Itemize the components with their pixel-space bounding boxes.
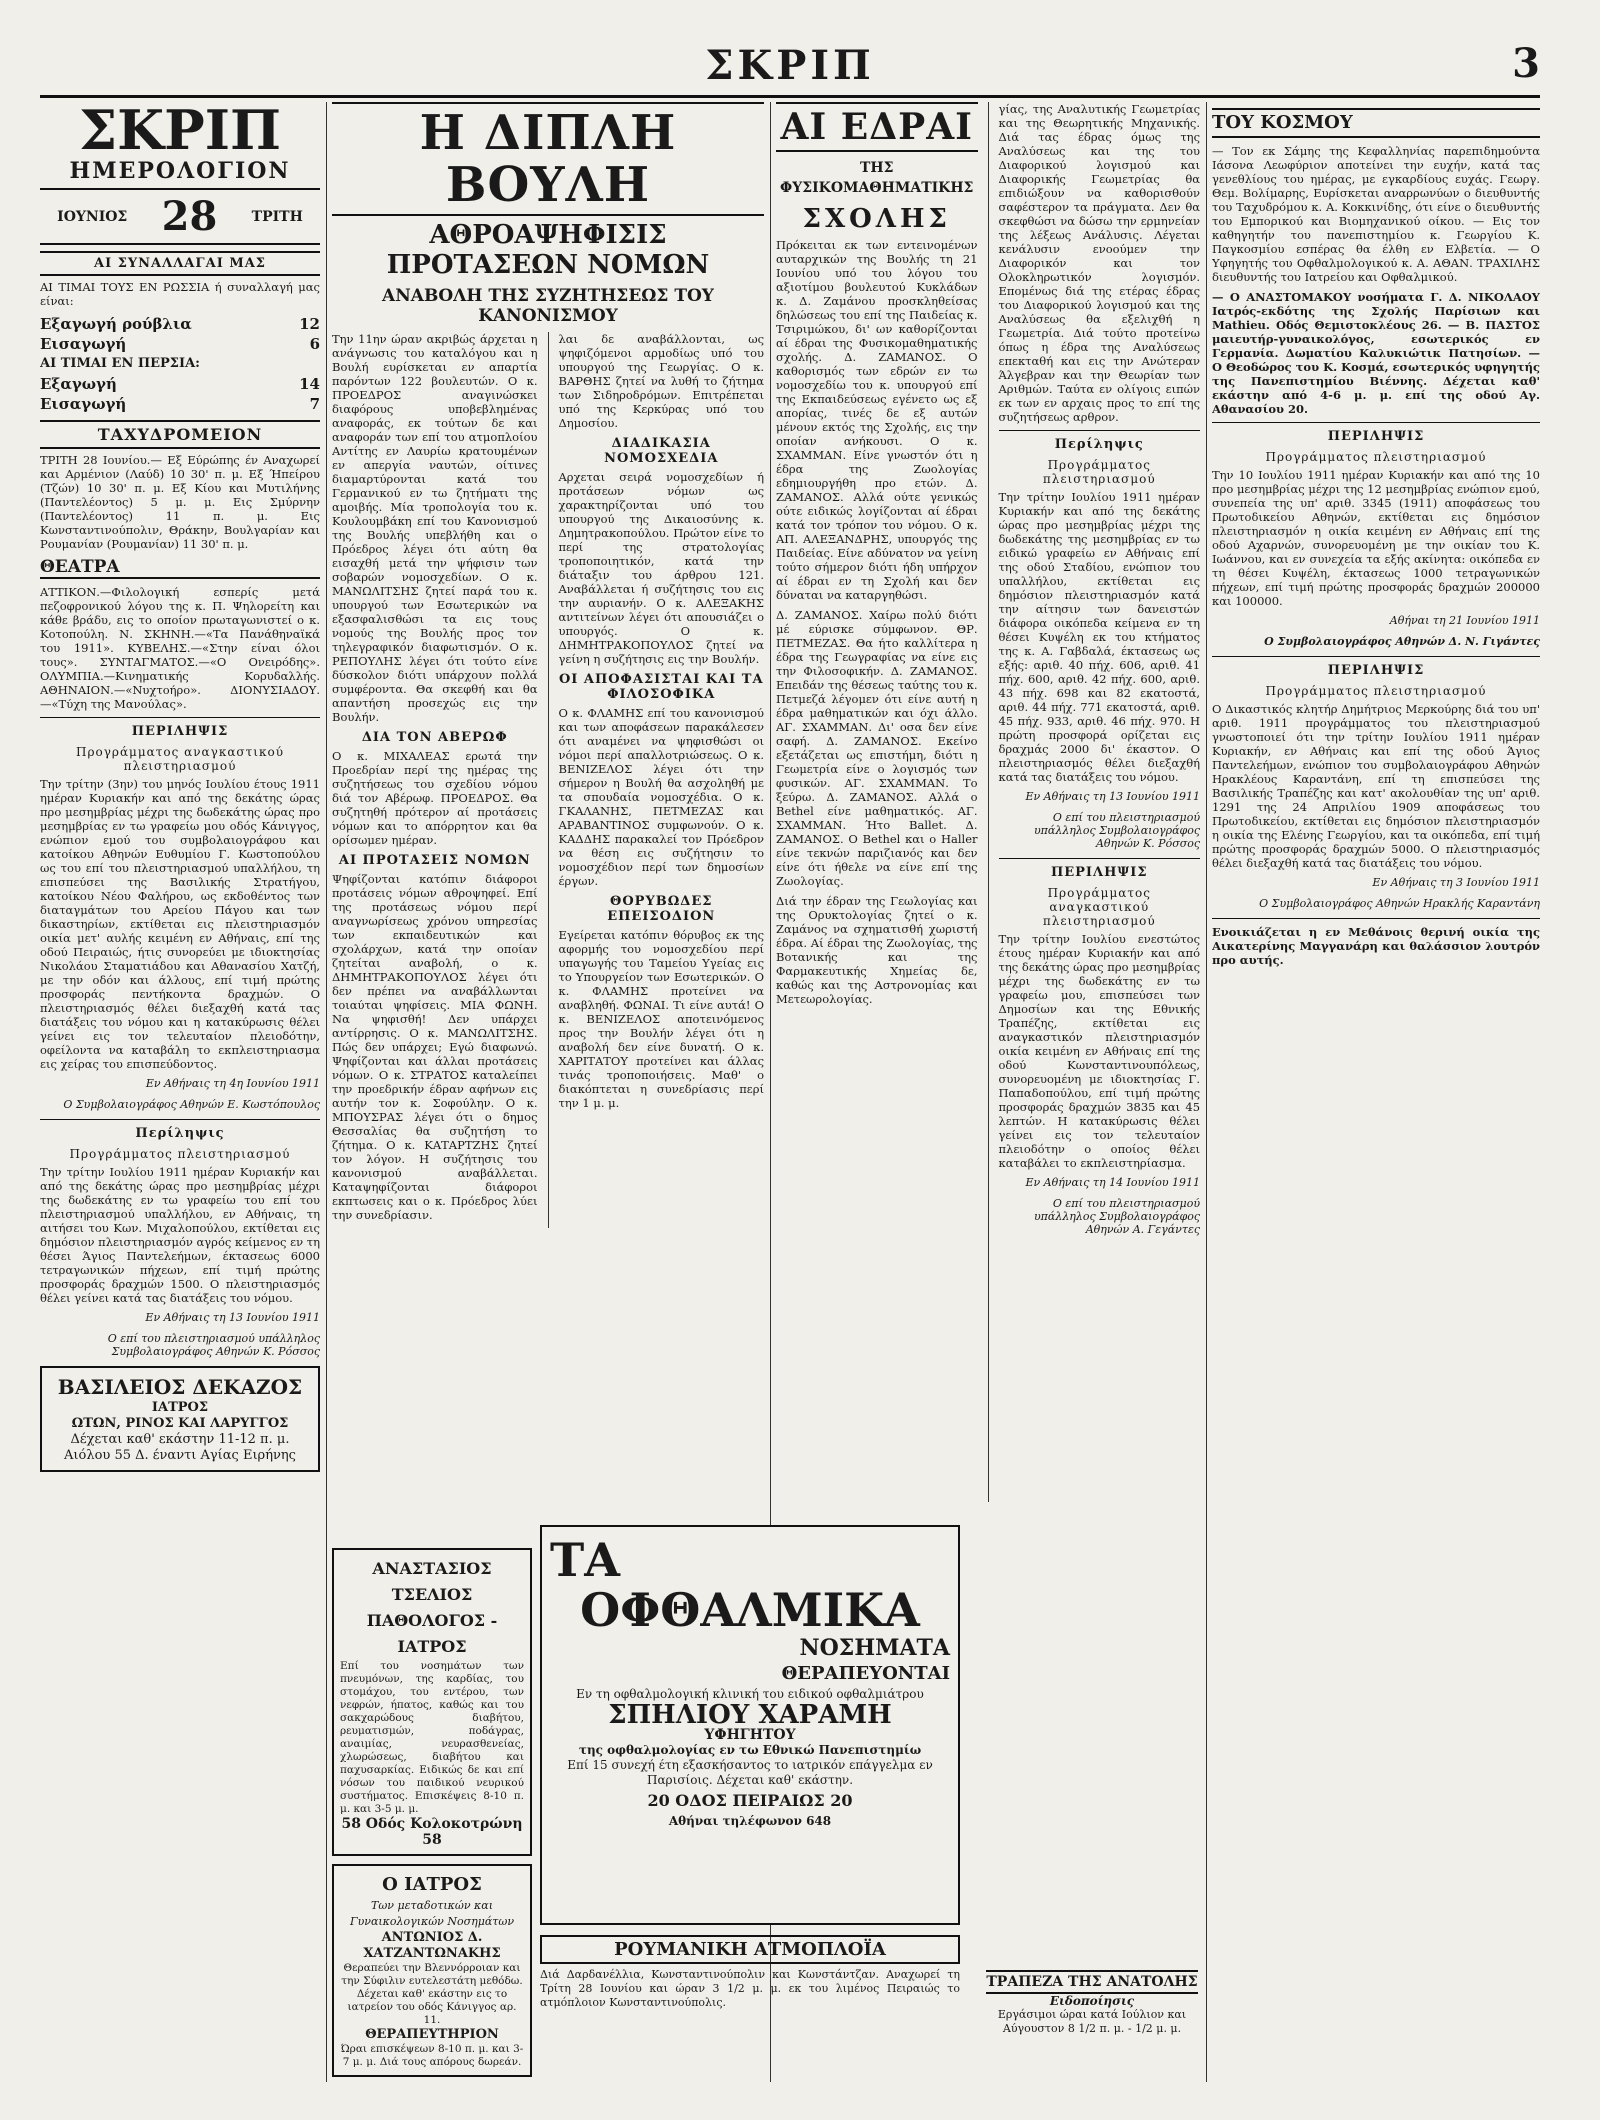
rate-label: Εισαγωγή	[40, 395, 127, 413]
column-3-right	[999, 102, 1201, 1502]
column-3-split	[776, 102, 1200, 1502]
subheadline-school: ΣΧΟΛΗΣ	[802, 204, 951, 234]
kosmos-heading: ΤΟΥ ΚΟΣΜΟΥ	[1212, 108, 1540, 138]
article-text-b: Ο κ. ΜΙΧΑΛΕΑΣ ερωτά την Προεδρίαν περί της ημέρας της συζητήσεως του σχεδίου νόμου διά τον Αβέρωφ. ΠΡΟΕΔΡΟΣ. Θα συζητηθή πρότερον αί προτάσεις νόμων και το απόρρητον και θα ορίσωμεν ημέραν.	[332, 749, 538, 847]
column-3	[776, 102, 1200, 1512]
col3-peril-signoff: Ο επί του πλειστηριασμού υπάλληλος Συμβολαιογράφος Αθηνών Κ. Ρόσσος	[1034, 811, 1200, 850]
peril1-signoff: Ο Συμβολαιογράφος Αθηνών Ε. Κωστόπουλος	[63, 1098, 320, 1111]
mid-ads-left	[332, 1540, 532, 2085]
kosmos-text-b: — Ο ΑΝΑΣΤΟΜΑΚΟΥ νοσήματα Γ. Δ. ΝΙΚΟΛΑΟΥ Ιατρός-εκδότης της Σχολής Παρίσιων και Mathieu. Οδός Θεμιστοκλέους 26. — Β. ΠΑΣΤΟΣ μαιευτήρ-γυναικολόγος, εσωτερικός εν Γερμανία. Δωματίου Καλυκιώτικ Πατησίων. — Ο Θεοδώρος του Κ. Κοσμά, εσωτερικός υφηγητής της Πανεπιστημίου Βιέννης. Δέχεται καθ' εκάστην από 4-6 μ. μ. επί της οδού Αγ. Αθανασίου 20.	[1212, 290, 1540, 416]
column-4	[1212, 102, 1540, 2082]
col4-peril-signoff: Ο Συμβολαιογράφος Αθηνών Δ. Ν. Γιγάντες	[1264, 635, 1540, 648]
rate-label: Εξαγωγή	[40, 375, 117, 393]
ophth-title-4: ΘΕΡΑΠΕΥΟΝΤΑΙ	[781, 1663, 950, 1684]
edrai-text-d: γίας, της Αναλυτικής Γεωμετρίας και της Θεωρητικής Μηχανικής. Διά τας έδρας όμως της Αναλύσεως και της του Διαφορικού λογισμού και Διαφορικής Γεωμετρίας θα επιδιώξουν να καθορισθούν σαφέστερον τα πράγματα. Δεν θα σκεφθώσι να δώσω την ερμηνείαν της λέξεως Ανάλυσις. Λέγεται κενάλυσιν ενοούμεν την Διαφορικόν και τον Ολοκληρωτικόν λογισμόν. Επομένως διά της ετέρας έδρας του Διαφορικού λογισμού και της Αναλύσεως θα εξελιχθή η Γεωμετρία. Διά τούτο προτείνω όπως η έδρα της Αναλύσεως επεκταθή και εις την Ανώτεραν Άλγεβραν και την Θεωρίαν των Αριθμών. Ταύτα εν ολίγοις ειπών εκ των εν αρχαις προς το επί της συζητήσεως αρθρον.	[998, 102, 1200, 424]
bottom-notice: Ενοικιάζεται η εν Μεθάνοις θερινή οικία της Αικατερίνης Μαγγανάρη και θαλάσσιον λουτρόν προ αυτής.	[1212, 925, 1540, 967]
ophth-phone: Αθήναι τηλέφωνον 648	[668, 1814, 832, 1828]
rate-row	[40, 394, 320, 414]
sub-proposals: ΑΙ ΠΡΟΤΑΣΕΙΣ ΝΟΜΩΝ	[338, 853, 531, 868]
section-rule	[1212, 656, 1540, 657]
theatre-text: ΑΤΤΙΚΟΝ.—Φιλολογική εσπερίς μετά πεζοφρονικού λόγου της κ. Π. Ψηλορείτη και κάθε βράδυ, εις το οποίον πρωταγωνιστεί ο κ. Κοτοπούλη. Ν. ΣΚΗΝΗ.—«Τα Πανάθηναϊκά του 1911». ΚΥΒΕΛΗΣ.—«Στην είναι όλοι τους». ΣΥΝΤΑΓΜΑΤΟΣ.—«Ο Ονειρόδης». ΟΛΥΜΠΙΑ.—Κινηματικής Κορυδαλλής. ΑΘΗΝΑΙΟΝ.—«Νυχτοήρο». ΔΙΟΝΥΣΙΑΔΟΥ.—«Τύχη της Μανούλας».	[40, 585, 320, 711]
sub-averof: ΔΙΑ ΤΟΝ ΑΒΕΡΩΦ	[361, 730, 508, 745]
article-text-g: Εγείρεται κατόπιν θόρυβος εκ της αφορμής του νομοσχεδίου περί υπαγωγής του Ταμείου Υγείας εις το Υπουργείον των Εσωτερικών. Ο κ. ΦΛΑΜΗΣ προτείνει να αναβληθή. ΦΩΝΑΙ. Τι είνε αυτά! Ο κ. ΒΕΝΙΖΕΛΟΣ αποτεινόμενος προς την Βουλήν λέγει ότι η αναβολή δεν είνε δυνατή. Ο κ. ΧΑΡΙΤΑΤΟΥ προτείνει και άλλας τινάς τροποποιήσεις. Μαθ' ο διακόπτεται η συνεδρίασις περί την 1 μ. μ.	[558, 928, 764, 1110]
column-rule	[1206, 102, 1207, 2082]
masthead	[40, 40, 1540, 98]
col4-peril-subheading: Προγράμματος πλειστηριασμού	[1265, 450, 1487, 464]
post-text: ΤΡΙΤΗ 28 Ιουνίου.— Εξ Εύρώπης έν Αναχωρεί και Αρμένιον (Λαύδ) 10 30' π. μ. Εξ Ήπείρου (Τζών) 10 30' π. μ. Εξ Κίου και Μυτιλήνης (Παντελέοντος) 5 μ. μ. Εις Σμύρνην (Παντελέοντος) 11 π. μ. Εις Κωνσταντινούπολιν, Θράκην, Βουλγαρίαν και Ρουμανίαν (Ρουμανίαν) 11 30' π. μ.	[40, 453, 320, 551]
article-text-c: Ψηφίζονται κατόπιν διάφοροι προτάσεις νόμων αθροψηφεί. Επί της προτάσεως νόμου περί αναγνωρίσεως χρόνου υπηρεσίας των εκπαιδευτικών και σχολάρχων, κατά την οποίαν ζητείται αναβολή, ο κ. ΔΗΜΗΤΡΑΚΟΠΟΥΛΟΣ λέγει ότι δεν πρέπει να αναβάλλωνται τοιαύται ψηφίσεις. ΜΙΑ ΦΩΝΗ. Να ψηφισθή! Δεν υπάρχει αντίρρησις. Ο κ. ΜΑΝΩΛΙΤΣΗΣ. Πώς δεν υπάρχει; Εγώ διαφωνώ. Ψηφίζονται και άλλαι προτάσεις νόμων. Ο κ. ΣΤΡΑΤΟΣ καταλείπει την προεδρικήν έδραν αφήνων εις αυτήν τον κ. Σοφούλην. Ο κ. ΜΠΟΥΣΡΑΣ λέγει ότι ο δημος Θεσσαλίας θα συζητήση το ζήτημα. Ο κ. ΚΑΤΑΡΤΖΗΣ ζητεί τον λόγον. Η συζήτησις του κανονισμού αναβάλλεται. Καταψηφίζονται διάφοροι εκπτωσεις και ο κ. Πρόεδρος λύει την συνεδρίασιν.	[332, 872, 538, 1222]
col3-peril-heading: Περίληψις	[1054, 437, 1144, 452]
article-text-f: Ο κ. ΦΛΑΜΗΣ επί του κανονισμού και των αποφάσεων παρακάλεσεν ότι αναμένει να ψηφισθώσι οι νόμοι περί απαλλοτριώσεως. Ο κ. ΒΕΝΙΖΕΛΟΣ λέγει ότι την σήμερον η Βουλή θα ασχοληθή με τα σπουδαία νομοσχέδια. Ο κ. ΓΚΑΛΑΝΗΣ, ΠΕΤΜΕΖΑΣ και ΑΡΑΒΑΝΤΙΝΟΣ συμφωνούν. Ο κ. ΚΑΔΔΗΣ παρακαλεί τον Πρόεδρον να θέση εις συζήτησιν το νομοσχέδιον περί των δημοσίων έργων.	[558, 706, 764, 888]
tselios-ad	[332, 1548, 532, 1856]
column-3-left	[776, 102, 978, 1502]
col3-peril-text: Την τρίτην Ιουλίου 1911 ημέραν Κυριακήν και από της δεκάτης ώρας προ μεσημβρίας μέχρι της δωδεκάτης της μεσημβρίας εν τω ειδικώ γραφείω εν Αθήναις επί της οδού Σταδίου, ενώπιον του υπαλλήλου, εκτίθεται εις δημόσιον πλειστηριασμόν κατά την αίτησιν των δανειστών διάφορα οικόπεδα κείμενα εν τη θέσει Κυψέλη εκ του κτήματος της κ. Α. Γαβδαλά, έκτασεως ως εξής: αριθ. 40 πήχ. 606, αριθ. 41 πήχ. 600, αριθ. 42 πήχ. 600, αριθ. 43 πήχ. 698 και 82 εκατοστά, αριθ. 44 πήχ. 771 εκατοστά, αριθ. 45 πήχ. 933, αριθ. 46 πήχ. 970. Η πρώτη προσφορά ορίζεται εις δραχμάς 2000 δι' έκαστον. Ο πλειστηριασμός θέλει διεξαχθή κατά τας διατάξεις του νόμου.	[998, 490, 1200, 784]
iatros-label: Ο ΙΑΤΡΟΣ	[382, 1874, 482, 1895]
ophthalmic-ad	[540, 1525, 960, 1925]
col4-peril2-text: Ο Δικαστικός κλητήρ Δημήτριος Μερκούρης διά του υπ' αριθ. 1911 προγράμματος του πλειστηριασμού γνωστοποιεί ότι την τρίτην Ιουλίου 1911 ημέραν Κυριακήν, εν Αθήναις και επί της οδού Άγιος Παντελεήμων, ενώπιον του συμβολαιογράφου Αθηνών Ηρακλέους Καραντάνη, επί τη επισπεύσει της Βασιλικής Τραπέζης και κατ' ακολουθίαν της υπ' αριθ. 1291 της 24 Απριλίου 1909 αποφάσεως του Πρωτοδικείου, εκτίθεται εις δημόσιον πλειστηριασμόν η οικία της Ελένης Γεωργίου, και τα οικόπεδα, επί τιμή πρώτης προσφοράς δραχμών 5000. Ο πλειστηριασμός θέλει διεξαχθή κατά τας διατάξεις του νόμου.	[1212, 702, 1540, 870]
page-number: 3	[1512, 40, 1540, 87]
col4-peril-heading: ΠΕΡΙΛΗΨΙΣ	[1327, 429, 1425, 444]
section-rule	[40, 1119, 320, 1120]
tselios-text: Επί του νοσημάτων των πνευμόνων, της καρδίας, του στομάχου, του εντέρου, των νεφρών, ήπατος, καθώς και του σακχαρώδους διαβήτου, ρευματισμών, ποδάγρας, αναιμίας, νευρασθενείας, χλωρώσεως, διαβήτου και παχυσαρκίας. Ειδικώς δε και επί νόσων του παιδικού νευρικού συστήματος. Επισκέψεις 8-10 π. μ. και 3-5 μ. μ.	[340, 1660, 524, 1815]
kosmos-text-a: — Τον εκ Σάμης της Κεφαλληνίας παρεπιδημούντα Ιάσονα Λεωφύριον αποτείνει την ευχήν, κατά τας γενεθλίους του ημέρας, με εγκαρδίους ευχάς. Γεωργ. Θεμ. Βολίμαρης, Ευρίσκεται αναρρωνύων ο διευθυντής του Ταχυδρόμου κ. Α. Κοκκινίδης, ότι είνε ο διευθυντής του Εμπορικού και Βιομηχανικού οίκου. — Εις τον καθηγητήν του πανεπιστημίου κ. Γεωργίου Κ. Παγκοσμίου εσπέρας θα έλθη εν Ελβετία. — Ο Υφηγητής του Οφθαλμολογικού κ. Α. ΑΘΑΝ. ΤΡΑΧΙΛΗΣ διευθυντής του Ιατρείου και Οφθαλμικού.	[1212, 144, 1540, 284]
perilipsis2-signoff: Ο επί του πλειστηριασμού υπάλληλος Συμβολαιογράφος Αθηνών Κ. Ρόσσος	[107, 1332, 320, 1358]
col4-peril2-heading: ΠΕΡΙΛΗΨΙΣ	[1327, 663, 1425, 678]
calendar-weekday: ΤΡΙΤΗ	[251, 208, 303, 225]
tselios-address: 58 Οδός Κολοκοτρώνη 58	[341, 1816, 523, 1848]
section-rule	[999, 858, 1201, 859]
calendar-label: ΗΜΕΡΟΛΟΓΙΟΝ	[69, 158, 291, 184]
rates-intro: ΑΙ ΤΙΜΑΙ ΤΟΥΣ ΕΝ ΡΩΣΣΙΑ ή συναλλαγή μας είναι:	[40, 280, 320, 308]
perilipsis2-subheading: Προγράμματος πλειστηριασμού	[69, 1147, 291, 1161]
ophth-title-3: ΝΟΣΗΜΑΤΑ	[799, 1635, 950, 1661]
col4-peril2-date: Εν Αθήναις τη 3 Ιουνίου 1911	[1372, 876, 1540, 889]
headline-edrai: ΑΙ ΕΔΡΑΙ	[776, 102, 978, 152]
headline-diple-vouli: Η ΔΙΠΛΗ ΒΟΥΛΗ	[332, 102, 764, 216]
subheadline-physics: ΤΗΣ ΦΥΣΙΚΟΜΑΘΗΜΑΤΙΚΗΣ	[780, 160, 974, 196]
therap-text: Ώραι επισκέψεων 8-10 π. μ. και 3-7 μ. μ. Διά τους απόρους δωρεάν.	[340, 2043, 524, 2068]
calendar-logo: ΣΚΡΙΠ	[79, 102, 281, 162]
section-rule	[40, 717, 320, 718]
subheadline-postponement: ΑΝΑΒΟΛΗ ΤΗΣ ΣΥΖΗΤΗΣΕΩΣ ΤΟΥ ΚΑΝΟΝΙΣΜΟΥ	[382, 286, 714, 326]
bank-text: Εργάσιμοι ώραι κατά Ιούλιον και Αύγουστον 8 1/2 π. μ. - 1/2 μ. μ.	[997, 2008, 1187, 2035]
calendar-day-number: 28	[161, 193, 218, 240]
article-text-a: Την 11ην ώραν ακριβώς άρχεται η ανάγνωσις του καταλόγου και η Βουλή ευρίσκεται εν απαρτία παρόντων 122 βουλευτών. Ο κ. ΠΡΟΕΔΡΟΣ αναγινώσκει διαφόρους υποβεβλημένας αναφοράς, εκ τούτων δε και αναφοράν των επί του ατμοπλοίου Αντίτης εν Λαυρίω κρατουμένων εν απεργία ναυτών, οίτινες διαμαρτύρονται κατά του Γερμανικού εν τω ζητήματι της αμοιβής. Μία τροπολογία του κ. Κουλουμβάκη επί του Κανονισμού της Βουλής υπεβλήθη και ο Πρόεδρος λέγει ότι αύτη θα εισαχθή μετά την ψήφισιν των σοβαρών νομοσχεδίων. Ο κ. ΜΑΝΩΛΙΤΣΗΣ ζητεί παρά του κ. υπουργού των Εσωτερικών να εξασφαλισθώσι τα εις τους νομούς της Βουλής προς τον τηλεγραφικόν διαφωτισμόν. Ο κ. ΡΕΠΟΥΛΗΣ λέγει ότι τούτο είνε δύσκολον διότι υπάρχουν πολλά συμφέροντα. Θα σκεφθή και θα απαντήση προσεχώς εις την Βουλήν.	[332, 332, 538, 724]
section-rule	[1212, 422, 1540, 423]
inner-rule	[988, 102, 989, 1502]
article-left	[332, 332, 538, 1228]
rate-value: 7	[309, 395, 320, 413]
col4-peril2-signoff: Ο Συμβολαιογράφος Αθηνών Ηρακλής Καραντάνη	[1259, 897, 1540, 910]
col3-peril2-heading: ΠΕΡΙΛΗΨΙΣ	[1050, 865, 1148, 880]
doctor-title: ΙΑΤΡΟΣ	[151, 1400, 209, 1415]
article-columns	[332, 332, 764, 1228]
section-rule	[999, 430, 1201, 431]
ophth-title-2: ΟΦΘΑΛΜΙΚΑ	[580, 1583, 920, 1637]
col4-peril-date: Αθήναι τη 21 Ιουνίου 1911	[1389, 614, 1540, 627]
rate-value: 6	[309, 335, 320, 353]
sub-thorivodes: ΘΟΡΥΒΩΔΕΣ ΕΠΕΙΣΟΔΙΟΝ	[607, 894, 716, 924]
column-2	[332, 102, 764, 1522]
bank-title: ΤΡΑΠΕΖΑ ΤΗΣ ΑΝΑΤΟΛΗΣ	[986, 1970, 1198, 1994]
col3-peril2-subheading: Προγράμματος αναγκαστικού πλειστηριασμού	[1042, 886, 1156, 928]
steamer-text: Διά Δαρδανέλλια, Κωνσταντινούπολιν και Κωνστάντζαν. Αναχωρεί τη Τρίτη 28 Ιουνίου και ώραν 3 1/2 μ. μ. εκ του λιμένος Πειραιώς το ατμόπλοιον Κωνσταντινούπολις.	[540, 1968, 960, 2009]
theatre-heading: ΘΕΑΤΡΑ	[40, 557, 320, 579]
col3-peril2-text: Την τρίτην Ιουλίου ενεστώτος έτους ημέραν Κυριακήν και από της δεκάτης ώρας προ μεσημβρίας μέχρι της δωδεκάτης εν τω γραφείω μου, επισπεύσει των Δημοσίων και της Εθνικής Τραπέζης, εκτίθεται εις αναγκαστικόν πλειστηριασμόν οικία κειμένη εν Αθήναις επί της οδού Κωνσταντινουπόλεως, συνορευομένη με ιδιοκτησίας Γ. Παπαδοπούλου, επί τιμή πρώτης προσφοράς δραχμών 3835 και 45 λεπτών. Η κατακύρωσις θέλει γείνει εις τον τελευταίον πλειοδότην ο οποίος θέλει καταβάλει το εκπλειστηρίασμα.	[998, 932, 1200, 1170]
peril1-heading: ΠΕΡΙΛΗΨΙΣ	[131, 724, 229, 739]
column-1	[40, 102, 320, 2082]
persia-heading: ΑΙ ΤΙΜΑΙ ΕΝ ΠΕΡΣΙΑ:	[40, 356, 200, 371]
rate-value: 12	[299, 315, 320, 333]
steamer-ad	[540, 1935, 960, 2016]
ophth-role: ΥΦΗΓΗΤΟΥ	[704, 1727, 796, 1743]
iatros-specialty: Των μεταδοτικών και Γυναικολογικών Νοσημάτων	[349, 1899, 515, 1928]
section-rule	[1212, 918, 1540, 919]
ophth-text-2: Επί 15 συνεχή έτη εξασκήσαντος το ιατρικόν επάγγελμα εν Παρισίοις. Δέχεται καθ' εκάστην.	[567, 1758, 933, 1787]
rates-heading: ΑΙ ΣΥΝΑΛΛΑΓΑΙ ΜΑΣ	[40, 251, 320, 276]
col4-peril-text: Την 10 Ιουλίου 1911 ημέραν Κυριακήν και από της 10 προ μεσημβρίας μέχρι της 12 μεσημβρίας ενώπιον εμού, συνεπεία της υπ' αριθ. 3345 (1911) αποφάσεως του Πρωτοδικείου Αθηνών, εκτίθεται εις δημόσιον πλειστηριασμόν η οικία κειμένη εν Αθήναις επί της οδού Αχαρνών, συνορευομένη με την οικίαν του Κ. Ιωάννου, και εν συνεχεία τα εξής ακίνητα: οικόπεδα εν τη θέσει Κυψέλη, έκτασεως 1000 τετραγωνικών πήχεων, επί τιμή πρώτης προσφοράς δραχμών 200000 και 100000.	[1212, 468, 1540, 608]
sub-diakasia: ΔΙΑΔΙΚΑΣΙΑ ΝΟΜΟΣΧΕΔΙΑ	[604, 436, 719, 466]
ophth-school: της οφθαλμολογίας εν τω Εθνικώ Πανεπιστημίω	[578, 1743, 922, 1757]
column-rule	[326, 102, 327, 2082]
iatros-name: ΑΝΤΩΝΙΟΣ Δ. ΧΑΤΖΑΝΤΩΝΑΚΗΣ	[363, 1930, 501, 1961]
perilipsis2-text: Την τρίτην Ιουλίου 1911 ημέραν Κυριακήν και από της δεκάτης ώρας προ μεσημβρίας μέχρι της δωδεκάτης εν τω γραφείω του επί του πλειστηριασμού υπαλλήλου, εν Αθήναις, τη αιτήσει του Κων. Μιχαλοπούλου, εκτίθεται εις δημόσιον πλειστηριασμόν αγρός κείμενος εν τη θέσει Άγιος Παντελεήμων, έκτασεως 6000 τετραγωνικών πήχεων, επί τιμή πρώτης προσφοράς δραχμών 1500. Ο πλειστηριασμός θέλει γείνει κατά τας διατάξεις του νόμου.	[40, 1165, 320, 1305]
col4-peril2-subheading: Προγράμματος πλειστηριασμού	[1265, 684, 1487, 698]
col3-peril-subheading: Προγράμματος πλειστηριασμού	[1042, 458, 1156, 486]
ophth-text: Εν τη οφθαλμολογική κλινική του ειδικού οφθαλμιάτρου	[576, 1687, 924, 1701]
rate-value: 14	[299, 375, 320, 393]
peril1-text: Την τρίτην (3ην) του μηνός Ιουλίου έτους 1911 ημέραν Κυριακήν και από της δεκάτης ώρας προ μεσημβρίας μέχρι της δωδεκάτης ώρας προ μεσημβρίας εν τω γραφείω μου οδός Κάνιγγος, ενώπιον εμού του συμβολαιογράφου και κατοίκου Αθηνών Ευθυμίου Γ. Κωστοπούλου ως του επί του πλειστηριασμού υπαλλήλου, τη επισπεύσει της Βασιλικής Στρατήγου, κατοίκου Νέου Φαλήρου, ως εκδοθέντος των διαταγμάτων του Αρείου Πάγου και των δικαστηρίων, εκτίθεται εις πλειστηριασμόν οικία μετ' αυλής κειμένη εν Αθήναις, επί της οδού Πειραιώς, ήτις συνορεύει με ιδιοκτησίας Νικολάου Σταματιάδου και Αθανασίου Χατζή, με την οδόν και άλλους, επί τιμή πρώτης προσφοράς πεντήκοντα δραχμών. Ο πλειστηριασμός θέλει διεξαχθή κατά τας διατάξεις του νόμου και η κατακύρωσις θέλει γείνει εις τον τελευταίον πλειοδότην, οφείλοντα να καταβάλη το εκπλειστηριασμα εις χείρας του επισπεύδοντος.	[40, 777, 320, 1071]
therap-label: ΘΕΡΑΠΕΥΤΗΡΙΟΝ	[365, 2027, 499, 2042]
rate-label: Εξαγωγή ρούβλια	[40, 315, 192, 333]
rate-row	[40, 374, 320, 394]
newspaper-page	[40, 40, 1540, 2090]
col3-peril2-signoff: Ο επί του πλειστηριασμού υπάλληλος Συμβολαιογράφος Αθηνών Α. Γεγάντες	[1034, 1197, 1200, 1236]
doctor-name: ΒΑΣΙΛΕΙΟΣ ΔΕΚΑΖΟΣ	[57, 1375, 303, 1399]
sub-apofasis: ΟΙ ΑΠΟΦΑΣΙΣΤΑΙ ΚΑΙ ΤΑ ΦΙΛΟΣΟΦΙΚΑ	[558, 672, 764, 702]
masthead-title: ΣΚΡΙΠ	[705, 42, 875, 89]
doctor-specialty: ΩΤΩΝ, ΡΙΝΟΣ ΚΑΙ ΛΑΡΥΓΓΟΣ	[71, 1416, 289, 1431]
rate-label: Εισαγωγή	[40, 335, 127, 353]
col3-peril-date: Εν Αθήναις τη 13 Ιουνίου 1911	[1025, 790, 1200, 803]
article-text-d: λαι δε αναβάλλονται, ως ψηφιζόμενοι αρμοδίως υπό του υπουργού της Γεωργίας. Ο κ. ΒΑΡΘΗΣ ζητεί να λυθή το ζήτημα των Σιδηροδρόμων. Επιτρέπεται υπό της Κερκύρας υπό του Δημοσίου.	[558, 332, 764, 430]
tselios-name: ΑΝΑΣΤΑΣΙΟΣ ΤΣΕΛΙΟΣ	[372, 1559, 492, 1604]
col3-peril2-date: Εν Αθήναις τη 14 Ιουνίου 1911	[1025, 1176, 1200, 1189]
doctor-ad	[40, 1366, 320, 1472]
ophth-title-1: ΤΑ	[550, 1533, 620, 1587]
iatros-ad	[332, 1864, 532, 2077]
subheadline-proposals: ΑΘΡΟΑΨΗΦΙΣΙΣ ΠΡΟΤΑΣΕΩΝ ΝΟΜΩΝ	[386, 220, 710, 280]
calendar-month: ΙΟΥΝΙΟΣ	[57, 208, 128, 225]
rate-row	[40, 334, 320, 354]
rate-row	[40, 314, 320, 334]
article-right	[559, 332, 765, 1228]
steamer-title: ΡΟΥΜΑΝΙΚΗ ΑΤΜΟΠΛΟΪΑ	[540, 1935, 960, 1964]
perilipsis2-heading: Περίληψις	[135, 1126, 225, 1141]
peril1-date: Εν Αθήναις τη 4η Ιουνίου 1911	[145, 1077, 320, 1090]
edrai-text-b: Δ. ΖΑΜΑΝΟΣ. Χαίρω πολύ διότι μέ εύρισκε σύμφωνον. ΘΡ. ΠΕΤΜΕΖΑΣ. Θα ήτο καλλίτερα η έδρα της Γεωγραφίας να είνε εις την Φιλοσοφικήν. Δ. ΖΑΜΑΝΟΣ. Επειδάν της θέσεως ταύτης του κ. Πετμεζά λέγομεν ότι είνε αυτή η έδρα μαθηματικών και όχι άλλο. ΑΓ. ΣΧΑΜΜΑΝ. Δι' οσα δεν είνε σαφή. Δ. ΖΑΜΑΝΟΣ. Εκείνο εξετάζεται ως επιστήμη, διότι η Γεωμετρία είνε ο λογισμός των φυσικών. ΑΓ. ΣΧΑΜΜΑΝ. Το ξεύρω. Δ. ΖΑΜΑΝΟΣ. Αλλά ο Bethel είνε μαθηματικός. ΑΓ. ΣΧΑΜΜΑΝ. Ήτο Ballet. Δ. ΖΑΜΑΝΟΣ. Ο Bethel και ο Haller είνε τεκνών παριζιανός και δεν είνε ότι ήθελε να είνε επί της Ζωολογίας.	[776, 608, 978, 888]
edrai-text-a: Πρόκειται εκ των εντεινομένων αυταρχικών της Βουλής τη 21 Ιουνίου υπό του λόγου του αξιοτίμου βουλευτού Κυκλάδων κ. Δ. Ζαμάνου προσκληθείσας δηλώσεως του επί της Παιδείας κ. Τσιριμώκου, δι' ων καθορίζονται αί έδραι της Φυσικομαθηματικής σχολής. Δ. ΖΑΜΑΝΟΣ. Ο καθορισμός των εδρών εν τω νομοσχεδίω του κ. υπουργού επί της Εκπαιδεύσεως εγένετο ως εξ απορίας, τινές δε εξ αυτών μένουν εκτός της Σχολής, εις την οποίαν ανήκουσι. Ο κ. ΣΧΑΜΜΑΝ. Είνε γνωστόν ότι η έδρα της Ζωολογίας εδημιουργήθη προ ετών. Δ. ΖΑΜΑΝΟΣ. Αλλά ούτε γενικώς ούτε ειδικώς λογίζονται αί έδραι κατά τον τρόπον του νόμου. Ο κ. ΑΠ. ΑΛΕΞΑΝΔΡΗΣ, υπουργός της Παιδείας. Είνε αδύνατον να γείνη τούτο σήμερον διότι ήδη υπήρχον αί έδραι εν τη Σχολή και δεν δύναται να καταργηθώσι.	[776, 238, 978, 602]
bank-ad	[986, 1970, 1198, 2042]
doctor-hours: Δέχεται καθ' εκάστην 11-12 π. μ. Αιόλου 55 Δ. έναντι Αγίας Ειρήνης	[64, 1432, 296, 1463]
ophth-doctor: ΣΠΗΛΙΟΥ ΧΑΡΑΜΗ	[608, 1700, 892, 1730]
ophth-address: 20 ΟΔΟΣ ΠΕΙΡΑΙΩΣ 20	[647, 1791, 853, 1810]
calendar-date	[40, 188, 320, 245]
inner-rule	[548, 332, 549, 1228]
edrai-text-c: Διά την έδραν της Γεωλογίας και της Ορυκτολογίας ζητεί ο κ. Ζαμάνος να σχηματισθή χωριστή έδρα. Αί έδραι της Ζωολογίας, της Βοτανικής και της Φαρμακευτικής Χημείας δε, καθώς και της Αστρονομίας και Μετεωρολογίας.	[776, 894, 978, 1006]
peril1-subheading: Προγράμματος αναγκαστικού πλειστηριασμού	[75, 745, 284, 773]
post-heading: ΤΑΧΥΔΡΟΜΕΙΟΝ	[40, 420, 320, 449]
tselios-title: ΠΑΘΟΛΟΓΟΣ - ΙΑΤΡΟΣ	[366, 1611, 498, 1656]
article-text-e: Αρχεται σειρά νομοσχεδίων ή προτάσεων νόμων ως χαρακτηρίζονται υπό του υπουργού της Δικαιοσύνης κ. Δημητρακοπούλου. Πρώτον είνε το περί της στρατολογίας τροποποιητικόν, κατά την διάταξιν του άρθρου 121. Αναβάλλεται ή συζήτησις του εις την αυριανήν. Ο κ. ΑΛΕΞΑΚΗΣ αντιτείνων λέγει ότι απουσιάζει ο υπουργός. Ο κ. ΔΗΜΗΤΡΑΚΟΠΟΥΛΟΣ ζητεί να γείνη η συζήτησις εις την Βουλήν.	[558, 470, 764, 666]
perilipsis2-date: Εν Αθήναις τη 13 Ιουνίου 1911	[145, 1311, 320, 1324]
bank-subtitle: Ειδοποίησις	[1049, 1994, 1135, 2008]
iatros-text: Θεραπεύει την Βλεννόρροιαν και την Σύφιλιν ευτελεστάτη μεθόδω. Δέχεται καθ' εκάστην εις το ιατρείον του οδός Κάνιγγος αρ. 11.	[341, 1962, 523, 2026]
